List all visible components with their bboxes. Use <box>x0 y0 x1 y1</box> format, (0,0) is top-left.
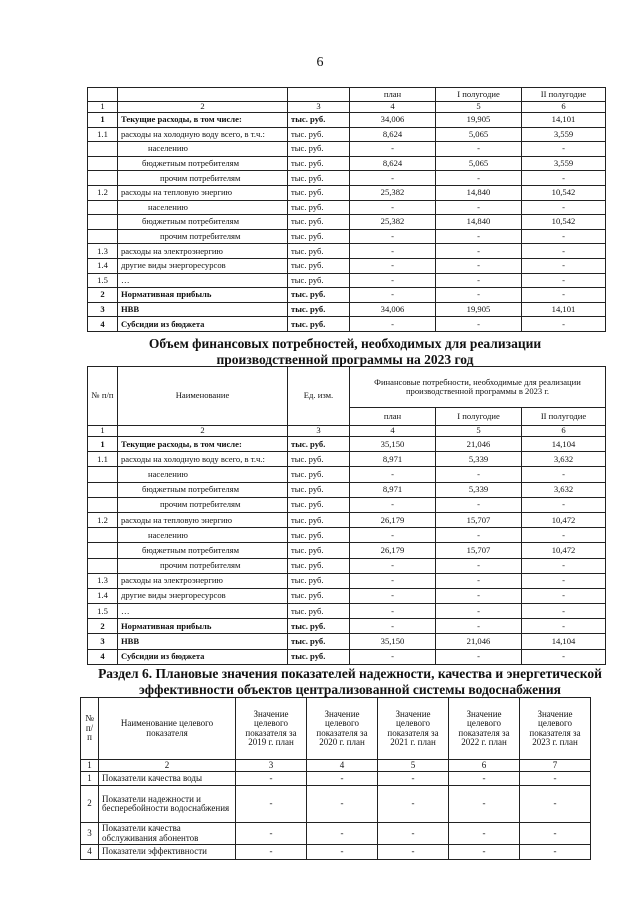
value-half2: - <box>522 619 606 634</box>
row-name: другие виды энергоресурсов <box>118 588 288 603</box>
value-plan: 34,006 <box>350 113 436 128</box>
value-half1: 15,707 <box>436 512 522 527</box>
value-half2: - <box>522 244 606 259</box>
table-row <box>88 171 606 186</box>
header-year-2021: Значение целевого показателя за 2021 г. план <box>378 698 449 760</box>
value-half1: 21,046 <box>436 437 522 452</box>
value-half1: - <box>436 288 522 303</box>
value-plan: - <box>350 588 436 603</box>
row-unit: тыс. руб. <box>288 288 350 303</box>
row-unit: тыс. руб. <box>288 317 350 332</box>
col-number-cell: 5 <box>378 760 449 772</box>
table3-body <box>81 772 591 860</box>
row-number: 2 <box>81 786 99 823</box>
value-half1: - <box>436 273 522 288</box>
value-half2: - <box>522 558 606 573</box>
row-number: 1 <box>88 437 118 452</box>
row-number <box>88 497 118 512</box>
row-number <box>88 558 118 573</box>
row-name: Текущие расходы, в том числе: <box>118 113 288 128</box>
value-half1: - <box>436 467 522 482</box>
row-name: прочим потребителям <box>118 497 288 512</box>
table-row <box>88 588 606 603</box>
financial-table-2022 <box>87 87 606 332</box>
row-unit: тыс. руб. <box>288 156 350 171</box>
table2-header <box>88 367 606 437</box>
row-unit: тыс. руб. <box>288 452 350 467</box>
value-half1: - <box>436 558 522 573</box>
value-half1: - <box>436 258 522 273</box>
header-number: № п/п <box>88 367 118 426</box>
indicator-value: - <box>378 823 449 845</box>
value-plan: - <box>350 171 436 186</box>
row-number <box>88 200 118 215</box>
section-heading-financial <box>80 336 610 367</box>
value-half2: 14,104 <box>522 437 606 452</box>
row-unit: тыс. руб. <box>288 588 350 603</box>
row-unit: тыс. руб. <box>288 127 350 142</box>
header-plan: план <box>350 88 436 102</box>
value-half1: - <box>436 604 522 619</box>
heading-line: эффективности объектов централизованной системы водоснабжения <box>139 681 561 697</box>
header-plan: план <box>350 408 436 426</box>
table-row <box>88 244 606 259</box>
row-unit: тыс. руб. <box>288 229 350 244</box>
row-unit: тыс. руб. <box>288 573 350 588</box>
value-half1: - <box>436 619 522 634</box>
header-half1: I полугодие <box>436 88 522 102</box>
value-plan: - <box>350 142 436 157</box>
value-half2: 3,632 <box>522 452 606 467</box>
col-number-cell: 6 <box>449 760 520 772</box>
indicator-name: Показатели качества воды <box>99 772 236 786</box>
row-unit: тыс. руб. <box>288 171 350 186</box>
row-unit: тыс. руб. <box>288 558 350 573</box>
value-half2: - <box>522 649 606 664</box>
row-unit: тыс. руб. <box>288 437 350 452</box>
heading-line: Объем финансовых потребностей, необходимых для реализации <box>148 336 542 351</box>
row-number: 1.4 <box>88 258 118 273</box>
row-number: 1.3 <box>88 573 118 588</box>
value-half2: - <box>522 317 606 332</box>
table-row <box>88 437 606 452</box>
header-year-2019: Значение целевого показателя за 2019 г. план <box>236 698 307 760</box>
col-number-cell: 7 <box>520 760 591 772</box>
value-plan: - <box>350 558 436 573</box>
row-number <box>88 156 118 171</box>
page-number: 6 <box>316 55 324 70</box>
col-number-cell: 4 <box>350 426 436 437</box>
indicator-value: - <box>307 786 378 823</box>
row-name: населению <box>118 142 288 157</box>
table-row <box>88 528 606 543</box>
indicator-name: Показатели надежности и бесперебойности водоснабжения <box>99 786 236 823</box>
col-number-cell: 5 <box>436 102 522 113</box>
value-plan: 8,971 <box>350 452 436 467</box>
row-name: населению <box>118 467 288 482</box>
row-name: НВВ <box>118 302 288 317</box>
col-number-cell: 2 <box>118 426 288 437</box>
row-name: расходы на холодную воду всего, в т.ч.: <box>118 452 288 467</box>
indicator-value: - <box>449 845 520 860</box>
value-plan: 8,971 <box>350 482 436 497</box>
table-row <box>88 113 606 128</box>
value-plan: 25,382 <box>350 185 436 200</box>
col-number-cell: 1 <box>88 426 118 437</box>
value-half1: - <box>436 317 522 332</box>
value-half1: - <box>436 649 522 664</box>
value-half2: - <box>522 467 606 482</box>
indicator-value: - <box>378 786 449 823</box>
row-name: прочим потребителям <box>118 229 288 244</box>
value-half1: - <box>436 142 522 157</box>
value-half2: 3,559 <box>522 156 606 171</box>
row-name: бюджетным потребителям <box>118 156 288 171</box>
table-row <box>88 512 606 527</box>
value-half2: - <box>522 497 606 512</box>
row-number: 1.4 <box>88 588 118 603</box>
table-row <box>88 156 606 171</box>
table-row <box>88 229 606 244</box>
value-plan: - <box>350 317 436 332</box>
indicator-name: Показатели эффективности <box>99 845 236 860</box>
table-row <box>88 573 606 588</box>
indicator-value: - <box>520 823 591 845</box>
indicator-value: - <box>236 845 307 860</box>
row-name: Субсидии из бюджета <box>118 649 288 664</box>
value-half2: - <box>522 200 606 215</box>
row-unit: тыс. руб. <box>288 258 350 273</box>
value-half2: 10,472 <box>522 512 606 527</box>
value-plan: 26,179 <box>350 543 436 558</box>
row-name: населению <box>118 528 288 543</box>
indicators-table <box>80 697 591 860</box>
table-row <box>88 634 606 649</box>
row-number: 1.1 <box>88 452 118 467</box>
row-number: 1.3 <box>88 244 118 259</box>
value-half1: 15,707 <box>436 543 522 558</box>
row-number: 1.5 <box>88 273 118 288</box>
table-row <box>88 497 606 512</box>
indicator-value: - <box>236 772 307 786</box>
row-name: Нормативная прибыль <box>118 288 288 303</box>
row-unit: тыс. руб. <box>288 528 350 543</box>
indicator-value: - <box>236 786 307 823</box>
row-name: другие виды энергоресурсов <box>118 258 288 273</box>
row-unit: тыс. руб. <box>288 142 350 157</box>
indicator-value: - <box>449 786 520 823</box>
row-number: 4 <box>88 317 118 332</box>
row-number: 1 <box>88 113 118 128</box>
table-row <box>88 258 606 273</box>
financial-table-2023 <box>87 366 606 665</box>
row-name: Нормативная прибыль <box>118 619 288 634</box>
header-year-2020: Значение целевого показателя за 2020 г. план <box>307 698 378 760</box>
value-half2: - <box>522 288 606 303</box>
table-row <box>88 543 606 558</box>
indicator-value: - <box>307 823 378 845</box>
table-row <box>81 823 591 845</box>
value-half2: - <box>522 528 606 543</box>
row-number: 3 <box>81 823 99 845</box>
value-half2: - <box>522 142 606 157</box>
col-number-cell: 1 <box>81 760 99 772</box>
row-name: расходы на электроэнергию <box>118 244 288 259</box>
header-name: Наименование <box>118 367 288 426</box>
row-name: … <box>118 604 288 619</box>
value-half1: 21,046 <box>436 634 522 649</box>
col-number-cell: 2 <box>118 102 288 113</box>
value-plan: 35,150 <box>350 437 436 452</box>
indicator-value: - <box>449 823 520 845</box>
row-name: прочим потребителям <box>118 558 288 573</box>
value-half2: 10,542 <box>522 185 606 200</box>
table-row <box>88 558 606 573</box>
table1-header <box>88 88 606 113</box>
row-name: прочим потребителям <box>118 171 288 186</box>
indicator-value: - <box>520 772 591 786</box>
value-half1: - <box>436 528 522 543</box>
row-name: Субсидии из бюджета <box>118 317 288 332</box>
col-number-cell: 4 <box>350 102 436 113</box>
table3-header <box>81 698 591 772</box>
row-number: 1.2 <box>88 185 118 200</box>
value-half1: 5,065 <box>436 127 522 142</box>
row-number: 1.2 <box>88 512 118 527</box>
heading-line: Раздел 6. Плановые значения показателей надежности, качества и энергетической <box>98 666 602 681</box>
row-number <box>88 528 118 543</box>
table-row <box>88 302 606 317</box>
table-row <box>88 317 606 332</box>
row-name: расходы на тепловую энергию <box>118 512 288 527</box>
value-plan: 34,006 <box>350 302 436 317</box>
value-half2: 10,542 <box>522 215 606 230</box>
header-financial-needs: Финансовые потребности, необходимые для реализации производственной программы в 2023 г. <box>350 367 606 408</box>
row-number <box>88 482 118 497</box>
table-row <box>88 452 606 467</box>
value-plan: - <box>350 649 436 664</box>
value-half1: 5,065 <box>436 156 522 171</box>
value-plan: - <box>350 497 436 512</box>
row-unit: тыс. руб. <box>288 467 350 482</box>
table-row <box>81 845 591 860</box>
value-half2: 3,632 <box>522 482 606 497</box>
col-number-cell: 6 <box>522 426 606 437</box>
table-row <box>81 772 591 786</box>
table1-body <box>88 113 606 332</box>
row-number <box>88 171 118 186</box>
table2-body <box>88 437 606 665</box>
indicator-value: - <box>520 786 591 823</box>
header-number: № п/п <box>81 698 99 760</box>
table-row <box>88 273 606 288</box>
col-number-cell: 1 <box>88 102 118 113</box>
value-half1: - <box>436 497 522 512</box>
row-number <box>88 229 118 244</box>
table-row <box>88 185 606 200</box>
table-row <box>88 142 606 157</box>
value-plan: - <box>350 288 436 303</box>
table-row <box>88 649 606 664</box>
row-number <box>88 215 118 230</box>
value-plan: 8,624 <box>350 156 436 171</box>
value-half1: - <box>436 171 522 186</box>
row-unit: тыс. руб. <box>288 543 350 558</box>
table-row <box>88 467 606 482</box>
row-number: 1.5 <box>88 604 118 619</box>
value-plan: 35,150 <box>350 634 436 649</box>
row-number: 1.1 <box>88 127 118 142</box>
value-half2: 14,104 <box>522 634 606 649</box>
value-plan: - <box>350 604 436 619</box>
row-unit: тыс. руб. <box>288 185 350 200</box>
row-name: бюджетным потребителям <box>118 215 288 230</box>
indicator-value: - <box>449 772 520 786</box>
row-name: расходы на тепловую энергию <box>118 185 288 200</box>
value-plan: - <box>350 573 436 588</box>
value-plan: - <box>350 467 436 482</box>
row-name: бюджетным потребителям <box>118 543 288 558</box>
empty-cell <box>288 88 350 102</box>
value-half1: 14,840 <box>436 215 522 230</box>
indicator-value: - <box>307 845 378 860</box>
value-half2: 10,472 <box>522 543 606 558</box>
table-row <box>88 482 606 497</box>
row-number <box>88 543 118 558</box>
value-plan: - <box>350 200 436 215</box>
value-half1: 14,840 <box>436 185 522 200</box>
value-half1: - <box>436 244 522 259</box>
row-unit: тыс. руб. <box>288 302 350 317</box>
header-half1: I полугодие <box>436 408 522 426</box>
value-half2: - <box>522 573 606 588</box>
row-unit: тыс. руб. <box>288 273 350 288</box>
value-half2: - <box>522 229 606 244</box>
header-year-2023: Значение целевого показателя за 2023 г. план <box>520 698 591 760</box>
row-number: 2 <box>88 288 118 303</box>
value-half1: - <box>436 200 522 215</box>
row-name: населению <box>118 200 288 215</box>
indicator-value: - <box>378 845 449 860</box>
empty-cell <box>88 88 118 102</box>
header-indicator-name: Наименование целевого показателя <box>99 698 236 760</box>
row-unit: тыс. руб. <box>288 482 350 497</box>
indicator-value: - <box>520 845 591 860</box>
value-plan: - <box>350 229 436 244</box>
row-name: НВВ <box>118 634 288 649</box>
row-unit: тыс. руб. <box>288 512 350 527</box>
value-plan: - <box>350 273 436 288</box>
row-name: … <box>118 273 288 288</box>
value-half1: 19,905 <box>436 302 522 317</box>
col-number-cell: 5 <box>436 426 522 437</box>
value-plan: - <box>350 244 436 259</box>
row-unit: тыс. руб. <box>288 619 350 634</box>
header-unit: Ед. изм. <box>288 367 350 426</box>
row-unit: тыс. руб. <box>288 244 350 259</box>
value-half2: - <box>522 258 606 273</box>
row-unit: тыс. руб. <box>288 497 350 512</box>
row-name: Текущие расходы, в том числе: <box>118 437 288 452</box>
table-row <box>88 288 606 303</box>
header-half2: II полугодие <box>522 88 606 102</box>
row-unit: тыс. руб. <box>288 200 350 215</box>
value-plan: 25,382 <box>350 215 436 230</box>
value-plan: - <box>350 258 436 273</box>
col-number-cell: 3 <box>236 760 307 772</box>
row-number <box>88 467 118 482</box>
row-unit: тыс. руб. <box>288 604 350 619</box>
value-plan: 26,179 <box>350 512 436 527</box>
value-half2: - <box>522 588 606 603</box>
value-plan: - <box>350 528 436 543</box>
table-row <box>88 200 606 215</box>
row-name: расходы на холодную воду всего, в т.ч.: <box>118 127 288 142</box>
value-half1: - <box>436 573 522 588</box>
value-half2: 14,101 <box>522 302 606 317</box>
col-number-cell: 6 <box>522 102 606 113</box>
table-row <box>88 619 606 634</box>
row-number: 3 <box>88 302 118 317</box>
value-plan: - <box>350 619 436 634</box>
row-unit: тыс. руб. <box>288 215 350 230</box>
indicator-value: - <box>236 823 307 845</box>
row-number: 4 <box>81 845 99 860</box>
value-half1: 5,339 <box>436 482 522 497</box>
indicator-name: Показатели качества обслуживания абонентов <box>99 823 236 845</box>
heading-line: производственной программы на 2023 год <box>216 351 474 367</box>
col-number-cell: 2 <box>99 760 236 772</box>
value-half2: - <box>522 171 606 186</box>
value-half2: - <box>522 604 606 619</box>
row-unit: тыс. руб. <box>288 113 350 128</box>
empty-cell <box>118 88 288 102</box>
value-half1: 19,905 <box>436 113 522 128</box>
value-half2: 14,101 <box>522 113 606 128</box>
value-half1: 5,339 <box>436 452 522 467</box>
col-number-cell: 4 <box>307 760 378 772</box>
value-half1: - <box>436 229 522 244</box>
value-half2: - <box>522 273 606 288</box>
indicator-value: - <box>307 772 378 786</box>
value-half1: - <box>436 588 522 603</box>
row-number <box>88 142 118 157</box>
row-unit: тыс. руб. <box>288 634 350 649</box>
col-number-cell: 3 <box>288 426 350 437</box>
value-half2: 3,559 <box>522 127 606 142</box>
header-half2: II полугодие <box>522 408 606 426</box>
table-row <box>88 604 606 619</box>
row-name: бюджетным потребителям <box>118 482 288 497</box>
header-year-2022: Значение целевого показателя за 2022 г. план <box>449 698 520 760</box>
row-number: 2 <box>88 619 118 634</box>
indicator-value: - <box>378 772 449 786</box>
value-plan: 8,624 <box>350 127 436 142</box>
row-name: расходы на электроэнергию <box>118 573 288 588</box>
row-number: 3 <box>88 634 118 649</box>
row-number: 1 <box>81 772 99 786</box>
table-row <box>88 215 606 230</box>
section-heading-indicators <box>70 666 630 697</box>
row-unit: тыс. руб. <box>288 649 350 664</box>
table-row <box>81 786 591 823</box>
col-number-cell: 3 <box>288 102 350 113</box>
row-number: 4 <box>88 649 118 664</box>
table-row <box>88 127 606 142</box>
